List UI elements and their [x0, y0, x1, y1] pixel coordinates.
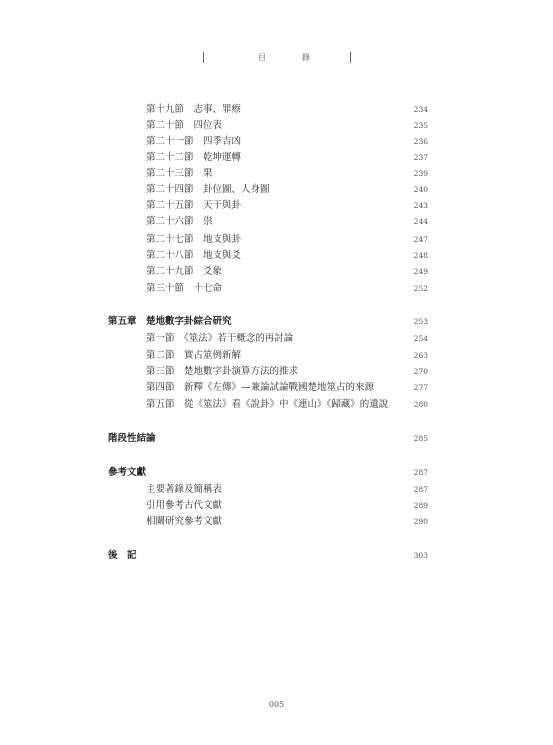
- toc-entry[interactable]: [0, 232, 553, 248]
- toc-entry[interactable]: [0, 166, 553, 182]
- toc-entry-page-number: 236: [413, 137, 428, 146]
- toc-entry-page-number: 270: [413, 367, 428, 376]
- toc-entry-title: 第二十一節 四季吉凶: [146, 136, 242, 147]
- toc-entry[interactable]: [0, 397, 553, 413]
- header-divider-right: [350, 52, 351, 63]
- toc-entry[interactable]: [0, 198, 553, 214]
- toc-entry-page-number: 239: [413, 169, 428, 178]
- toc-entry-page-number: 234: [413, 105, 428, 114]
- toc-entry[interactable]: [0, 331, 553, 347]
- toc-entry-title: 第二十二節 乾坤運轉: [146, 152, 242, 163]
- toc-entry-title: 第二節 實占筮例新解: [146, 350, 242, 361]
- toc-entry-title: 階段性結論: [108, 433, 156, 444]
- toc-entry-title: 後 記: [108, 550, 137, 561]
- toc-entry-page-number: 252: [413, 284, 428, 293]
- toc-entry[interactable]: [0, 431, 553, 447]
- toc-entry[interactable]: [0, 514, 553, 530]
- toc-entry[interactable]: [0, 498, 553, 514]
- toc-entry-title: 第二十八節 地支與爻: [146, 250, 242, 261]
- toc-entry-title: 第十九節 志事、罪瘵: [146, 104, 242, 115]
- toc-entry-page-number: 303: [413, 551, 428, 560]
- header-divider-left: [203, 52, 204, 63]
- toc-entry-title: 第二十三節 果: [146, 168, 213, 179]
- toc-entry-title: 第三十節 十七命: [146, 283, 223, 294]
- toc-entry[interactable]: [0, 281, 553, 297]
- running-head-title: 目 錄: [258, 53, 324, 62]
- toc-entry-page-number: 247: [413, 235, 428, 244]
- toc-entry-page-number: 287: [413, 468, 428, 477]
- toc-entry-title: 第五節 從《筮法》看《說卦》中《連山》《歸藏》的遺說: [146, 399, 389, 410]
- toc-entry-title: 第四節 新釋《左傳》—兼論試論戰國楚地筮占的來源: [146, 382, 375, 393]
- toc-entry-title: 第二十節 四位表: [146, 120, 223, 131]
- running-head: [0, 52, 553, 68]
- toc-entry[interactable]: [0, 248, 553, 264]
- toc-entry-page-number: 285: [413, 434, 428, 443]
- toc-entry[interactable]: [0, 314, 553, 330]
- toc-entry-page-number: 289: [413, 501, 428, 510]
- toc-entry-page-number: 280: [413, 400, 428, 409]
- toc-entry[interactable]: [0, 364, 553, 380]
- toc-entry-page-number: 248: [413, 251, 428, 260]
- toc-entry[interactable]: [0, 548, 553, 564]
- toc-entry-page-number: 290: [413, 517, 428, 526]
- toc-entry[interactable]: [0, 102, 553, 118]
- toc-entry[interactable]: [0, 465, 553, 481]
- toc-entry-page-number: 287: [413, 485, 428, 494]
- toc-entry-page-number: 240: [413, 185, 428, 194]
- toc-entry-title: 主要著錄及簡稱表: [146, 484, 223, 495]
- toc-entry-page-number: 253: [413, 317, 428, 326]
- toc-entry-title: 第二十五節 天干與卦: [146, 200, 242, 211]
- toc-entry-title: 參考文獻: [108, 467, 147, 478]
- toc-entry-title: 引用參考古代文獻: [146, 500, 223, 511]
- toc-entry-title: 第二十六節 祟: [146, 216, 213, 227]
- toc-entry-page-number: 237: [413, 153, 428, 162]
- toc-entry[interactable]: [0, 134, 553, 150]
- toc-entry[interactable]: [0, 348, 553, 364]
- toc-entry-title: 第二十九節 爻象: [146, 266, 223, 277]
- toc-entry[interactable]: [0, 150, 553, 166]
- toc-entry-page-number: 243: [413, 201, 428, 210]
- toc-entry-page-number: 277: [413, 383, 428, 392]
- toc-entry-title: 第二十七節 地支與卦: [146, 234, 242, 245]
- toc-entry-page-number: 254: [413, 334, 428, 343]
- toc-entry-title: 第三節 楚地數字卦演算方法的推求: [146, 366, 299, 377]
- toc-entry[interactable]: [0, 118, 553, 134]
- toc-entry-title: 第二十四節 卦位圖、人身圖: [146, 184, 270, 195]
- toc-entry[interactable]: [0, 182, 553, 198]
- toc-entry-title: 第一節 《筮法》若干概念的再討論: [146, 333, 294, 344]
- toc-entry[interactable]: [0, 482, 553, 498]
- toc-entry-page-number: 263: [413, 351, 428, 360]
- toc-entry[interactable]: [0, 214, 553, 230]
- toc-entry[interactable]: [0, 380, 553, 396]
- page-number: 005: [268, 700, 285, 709]
- toc-entry-title: 相關研究參考文獻: [146, 516, 223, 527]
- toc-entry-page-number: 249: [413, 267, 428, 276]
- toc-entry[interactable]: [0, 264, 553, 280]
- toc-entry-title: 第五章 楚地數字卦綜合研究: [108, 316, 232, 327]
- toc-entry-page-number: 244: [413, 217, 428, 226]
- toc-entry-page-number: 235: [413, 121, 428, 130]
